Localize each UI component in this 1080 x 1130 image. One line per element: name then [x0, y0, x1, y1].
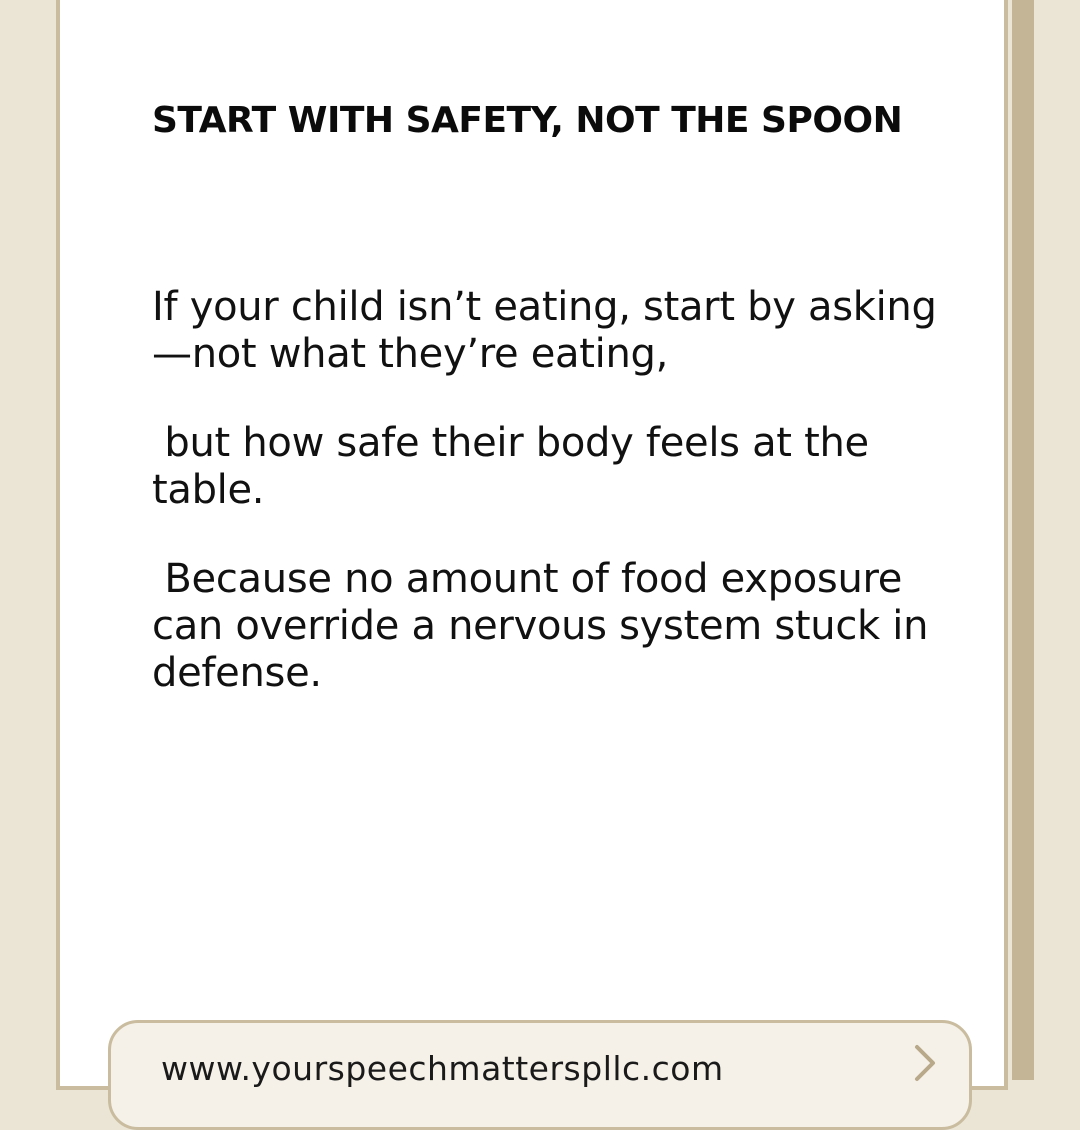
chevron-right-icon[interactable]	[903, 1041, 947, 1085]
paragraph-line: If your child isn’t eating, start by asking	[152, 284, 937, 330]
body-text	[152, 284, 972, 739]
website-url[interactable]: www.yourspeechmatterspllc.com	[161, 1049, 724, 1088]
paragraph-line: table.	[152, 467, 265, 513]
paragraph-line: but how safe their body feels at the	[152, 420, 869, 466]
page-title: START WITH SAFETY, NOT THE SPOON	[152, 100, 903, 141]
paragraph-line: —not what they’re eating,	[152, 331, 668, 377]
paragraph-line: can override a nervous system stuck in	[152, 603, 929, 649]
paragraph-line: Because no amount of food exposure	[152, 556, 903, 602]
paragraph-1	[152, 284, 972, 378]
decorative-side-strip	[1012, 0, 1034, 1080]
paragraph-3	[152, 556, 972, 697]
paragraph-line: defense.	[152, 650, 322, 696]
website-link-button[interactable]	[108, 1020, 972, 1130]
paragraph-2	[152, 420, 972, 514]
